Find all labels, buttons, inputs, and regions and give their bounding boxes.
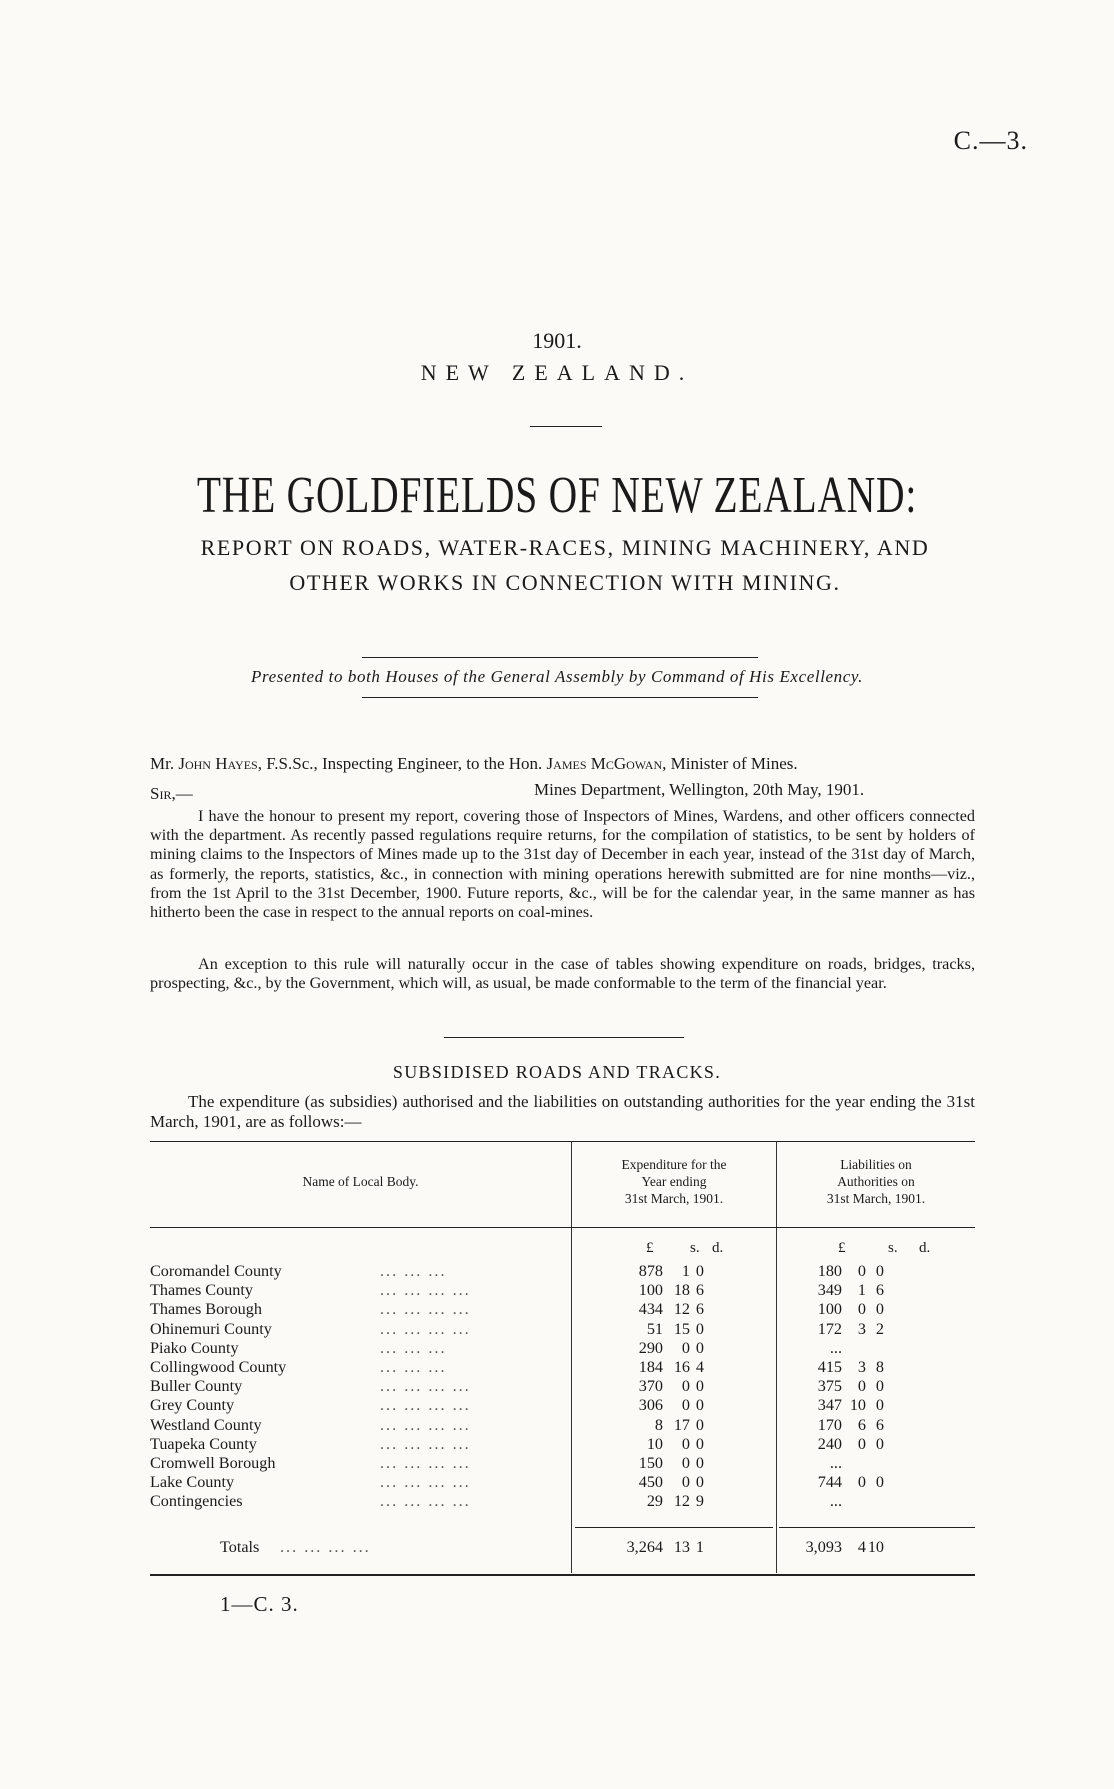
- liab-pence: 0: [875, 1473, 884, 1492]
- header-line: Year ending: [641, 1174, 707, 1189]
- column-header-expenditure: [572, 1156, 776, 1207]
- header-line: Authorities on: [837, 1174, 915, 1189]
- divider: [444, 1037, 684, 1038]
- liab-shillings: 0: [857, 1434, 866, 1453]
- totals-label: Totals: [220, 1538, 260, 1556]
- leader-dots: ... ... ... ...: [380, 1434, 471, 1453]
- liab-shillings: 10: [849, 1396, 866, 1415]
- exp-shillings: 15: [673, 1319, 690, 1338]
- liab-shillings: 3: [857, 1319, 866, 1338]
- subtitle-line-1: REPORT ON ROADS, WATER-RACES, MINING MACHINERY, AND: [200, 535, 930, 560]
- publication-year: 1901.: [532, 328, 582, 353]
- column-header-name: Name of Local Body.: [302, 1174, 419, 1189]
- exp-shillings: 13: [673, 1538, 690, 1556]
- liab-pounds: 347: [817, 1396, 842, 1415]
- exp-pence: 6: [695, 1281, 704, 1300]
- local-body-name: Coromandel County: [150, 1262, 282, 1280]
- local-body-name: Tuapeka County: [150, 1434, 257, 1453]
- salutation: Sir,—: [150, 784, 193, 803]
- dateline: Mines Department, Wellington, 20th May, 1901.: [534, 780, 865, 799]
- document-subtitle: [130, 530, 1000, 600]
- leader-dots: ... ... ... ...: [380, 1473, 471, 1492]
- currency-pence: d.: [712, 1240, 724, 1256]
- liab-pence: 2: [875, 1319, 884, 1338]
- liab-pence: 6: [875, 1281, 884, 1300]
- liab-pence: 10: [867, 1538, 884, 1556]
- exp-shillings: 17: [673, 1415, 690, 1434]
- header-line: 31st March, 1901.: [624, 1191, 724, 1206]
- exp-pence: 0: [695, 1454, 704, 1472]
- local-body-name: Cromwell Borough: [150, 1454, 276, 1472]
- exp-pence: 4: [695, 1358, 704, 1376]
- local-body-name: Thames Borough: [150, 1300, 262, 1319]
- exp-shillings: 16: [673, 1358, 690, 1376]
- divider: [530, 426, 602, 427]
- currency-shilling: s.: [888, 1240, 898, 1256]
- exp-pounds: 29: [646, 1492, 663, 1511]
- exp-pounds: 290: [638, 1338, 663, 1357]
- exp-pence: 0: [695, 1415, 704, 1434]
- table-row: [150, 1358, 975, 1377]
- recipient-details: , Minister of Mines.: [662, 754, 798, 773]
- totals-rule: [575, 1527, 773, 1528]
- exp-pounds: 51: [646, 1319, 663, 1338]
- liab-pounds: 180: [817, 1262, 842, 1280]
- liab-pounds: 415: [817, 1358, 842, 1376]
- liab-pounds: 3,093: [805, 1538, 842, 1556]
- exp-pounds: 878: [638, 1262, 663, 1280]
- country-heading: NEW ZEALAND.: [420, 360, 694, 385]
- liab-pence: 6: [875, 1415, 884, 1434]
- exp-pounds: 434: [638, 1300, 663, 1319]
- exp-pounds: 10: [646, 1434, 663, 1453]
- liab-pence: 0: [875, 1300, 884, 1319]
- exp-pence: 9: [695, 1492, 704, 1511]
- local-body-name: Grey County: [150, 1396, 235, 1415]
- liab-shillings: 0: [857, 1473, 866, 1492]
- table-row: [150, 1377, 975, 1396]
- exp-pence: 0: [695, 1338, 704, 1357]
- divider: [362, 697, 758, 698]
- leader-dots: ... ... ... ...: [380, 1300, 471, 1319]
- table-row: [150, 1396, 975, 1415]
- local-body-name: Collingwood County: [150, 1358, 287, 1376]
- leader-dots: ... ... ... ...: [380, 1377, 471, 1396]
- table-top-rule: [150, 1141, 975, 1142]
- exp-pounds: 450: [638, 1473, 663, 1492]
- liab-pence: 8: [875, 1358, 884, 1376]
- leader-dots: ... ... ... ...: [380, 1492, 471, 1511]
- exp-pence: 6: [695, 1300, 704, 1319]
- exp-shillings: 0: [681, 1454, 690, 1472]
- section-heading: SUBSIDISED ROADS AND TRACKS.: [392, 1062, 722, 1082]
- addressee-prefix: Mr.: [150, 754, 175, 773]
- exp-pence: 0: [695, 1434, 704, 1453]
- exp-pence: 0: [695, 1319, 704, 1338]
- liab-pounds: 240: [817, 1434, 842, 1453]
- document-title: THE GOLDFIELDS OF NEW ZEALAND:: [196, 467, 918, 524]
- addressee-line: [150, 754, 798, 774]
- local-body-name: Thames County: [150, 1281, 253, 1300]
- exp-pence: 0: [695, 1473, 704, 1492]
- liab-pounds: 744: [817, 1473, 842, 1492]
- liab-pounds: 349: [817, 1281, 842, 1300]
- leader-dots: ... ... ... ...: [380, 1396, 471, 1415]
- local-body-name: Westland County: [150, 1415, 262, 1434]
- table-row: [150, 1339, 975, 1358]
- body-paragraph-1: I have the honour to present my report, covering those of Inspectors of Mines, Wardens, and other officers connected with the department. As recently passed regulations require returns, for the compilation of statistics, to be sent by holders of mining claims to the Inspectors of Mines made up to the 31st day of December in each year, instead of the 31st day of March, as formerly, the reports, statistics, &c., in connection with mining operations herewith submitted are for nine months—viz., from the 1st April to the 31st December, 1900. Future reports, &c., will be for the calendar year, in the same manner as has hitherto been the case in respect to the annual reports on coal-mines.: [150, 807, 975, 922]
- liab-shillings: 0: [857, 1377, 866, 1396]
- leader-dots: ... ... ...: [380, 1358, 447, 1376]
- header-line: Liabilities on: [840, 1157, 912, 1172]
- exp-shillings: 0: [681, 1434, 690, 1453]
- exp-shillings: 0: [681, 1396, 690, 1415]
- table-header-rule: [150, 1227, 975, 1228]
- table-intro: The expenditure (as subsidies) authorised and the liabilities on outstanding authorities for the year ending the 31st March, 1901, are as follows:—: [150, 1092, 975, 1131]
- exp-pounds: 3,264: [626, 1538, 663, 1556]
- liab-pounds: ...: [829, 1492, 842, 1511]
- exp-shillings: 18: [673, 1281, 690, 1300]
- exp-pence: 0: [695, 1262, 704, 1280]
- exp-pence: 0: [695, 1377, 704, 1396]
- table-row: [150, 1320, 975, 1339]
- footer-reference: 1—C. 3.: [220, 1592, 299, 1616]
- exp-shillings: 0: [681, 1473, 690, 1492]
- currency-pence: d.: [919, 1240, 931, 1256]
- sender-details: , F.S.Sc., Inspecting Engineer, to the Hon.: [257, 754, 543, 773]
- table-row: [150, 1435, 975, 1454]
- totals-row: [150, 1538, 975, 1557]
- currency-pound: £: [646, 1240, 654, 1256]
- local-body-name: Contingencies: [150, 1492, 243, 1511]
- exp-shillings: 0: [681, 1338, 690, 1357]
- table-row: [150, 1473, 975, 1492]
- exp-pence: 1: [695, 1538, 704, 1556]
- local-body-name: Lake County: [150, 1473, 235, 1492]
- liab-shillings: 3: [857, 1358, 866, 1376]
- exp-shillings: 12: [673, 1300, 690, 1319]
- leader-dots: ... ... ...: [380, 1262, 447, 1280]
- totals-rule: [779, 1527, 975, 1528]
- table-row: [150, 1300, 975, 1319]
- page-reference: C.—3.: [953, 126, 1028, 155]
- recipient-name: James McGowan: [546, 754, 663, 773]
- liab-pounds: ...: [829, 1454, 842, 1472]
- exp-pence: 0: [695, 1396, 704, 1415]
- currency-pound: £: [838, 1240, 846, 1256]
- leader-dots: ... ... ... ...: [380, 1281, 471, 1300]
- liab-pounds: 172: [817, 1319, 842, 1338]
- exp-pounds: 8: [654, 1415, 663, 1434]
- sender-name: John Hayes: [178, 754, 258, 773]
- liab-pounds: ...: [829, 1338, 842, 1357]
- liab-pence: 0: [875, 1434, 884, 1453]
- leader-dots: ... ... ...: [380, 1338, 447, 1357]
- liab-shillings: 0: [857, 1262, 866, 1280]
- exp-pounds: 100: [638, 1281, 663, 1300]
- table-row: [150, 1492, 975, 1511]
- liab-pence: 0: [875, 1396, 884, 1415]
- liab-shillings: 0: [857, 1300, 866, 1319]
- liab-pounds: 170: [817, 1415, 842, 1434]
- column-header-liabilities: [777, 1156, 975, 1207]
- leader-dots: ... ... ... ...: [380, 1454, 471, 1472]
- liab-shillings: 6: [857, 1415, 866, 1434]
- leader-dots: ... ... ... ...: [280, 1538, 371, 1556]
- liab-pence: 0: [875, 1377, 884, 1396]
- exp-shillings: 0: [681, 1377, 690, 1396]
- currency-shilling: s.: [690, 1240, 700, 1256]
- liab-shillings: 4: [857, 1538, 866, 1556]
- liab-pounds: 100: [817, 1300, 842, 1319]
- table-row: [150, 1454, 975, 1473]
- exp-shillings: 1: [681, 1262, 690, 1280]
- subtitle-line-2: OTHER WORKS IN CONNECTION WITH MINING.: [289, 570, 841, 595]
- liab-shillings: 1: [857, 1281, 866, 1300]
- liab-pounds: 375: [817, 1377, 842, 1396]
- divider: [362, 657, 758, 658]
- exp-pounds: 370: [638, 1377, 663, 1396]
- local-body-name: Piako County: [150, 1338, 239, 1357]
- header-line: 31st March, 1901.: [826, 1191, 926, 1206]
- table-row: [150, 1416, 975, 1435]
- table-bottom-rule: [150, 1574, 975, 1576]
- table-row: [150, 1262, 975, 1281]
- local-body-name: Buller County: [150, 1377, 243, 1396]
- presentation-note: Presented to both Houses of the General Assembly by Command of His Excellency.: [251, 667, 863, 686]
- exp-pounds: 150: [638, 1454, 663, 1472]
- local-body-name: Ohinemuri County: [150, 1319, 272, 1338]
- header-line: Expenditure for the: [621, 1157, 727, 1172]
- leader-dots: ... ... ... ...: [380, 1319, 471, 1338]
- exp-pounds: 306: [638, 1396, 663, 1415]
- exp-pounds: 184: [638, 1358, 663, 1376]
- body-paragraph-2: An exception to this rule will naturally occur in the case of tables showing expenditure on roads, bridges, tracks, prospecting, &c., by the Government, which will, as usual, be made conformable to the term of the financial year.: [150, 955, 975, 993]
- liab-pence: 0: [875, 1262, 884, 1280]
- leader-dots: ... ... ... ...: [380, 1415, 471, 1434]
- table-row: [150, 1281, 975, 1300]
- exp-shillings: 12: [673, 1492, 690, 1511]
